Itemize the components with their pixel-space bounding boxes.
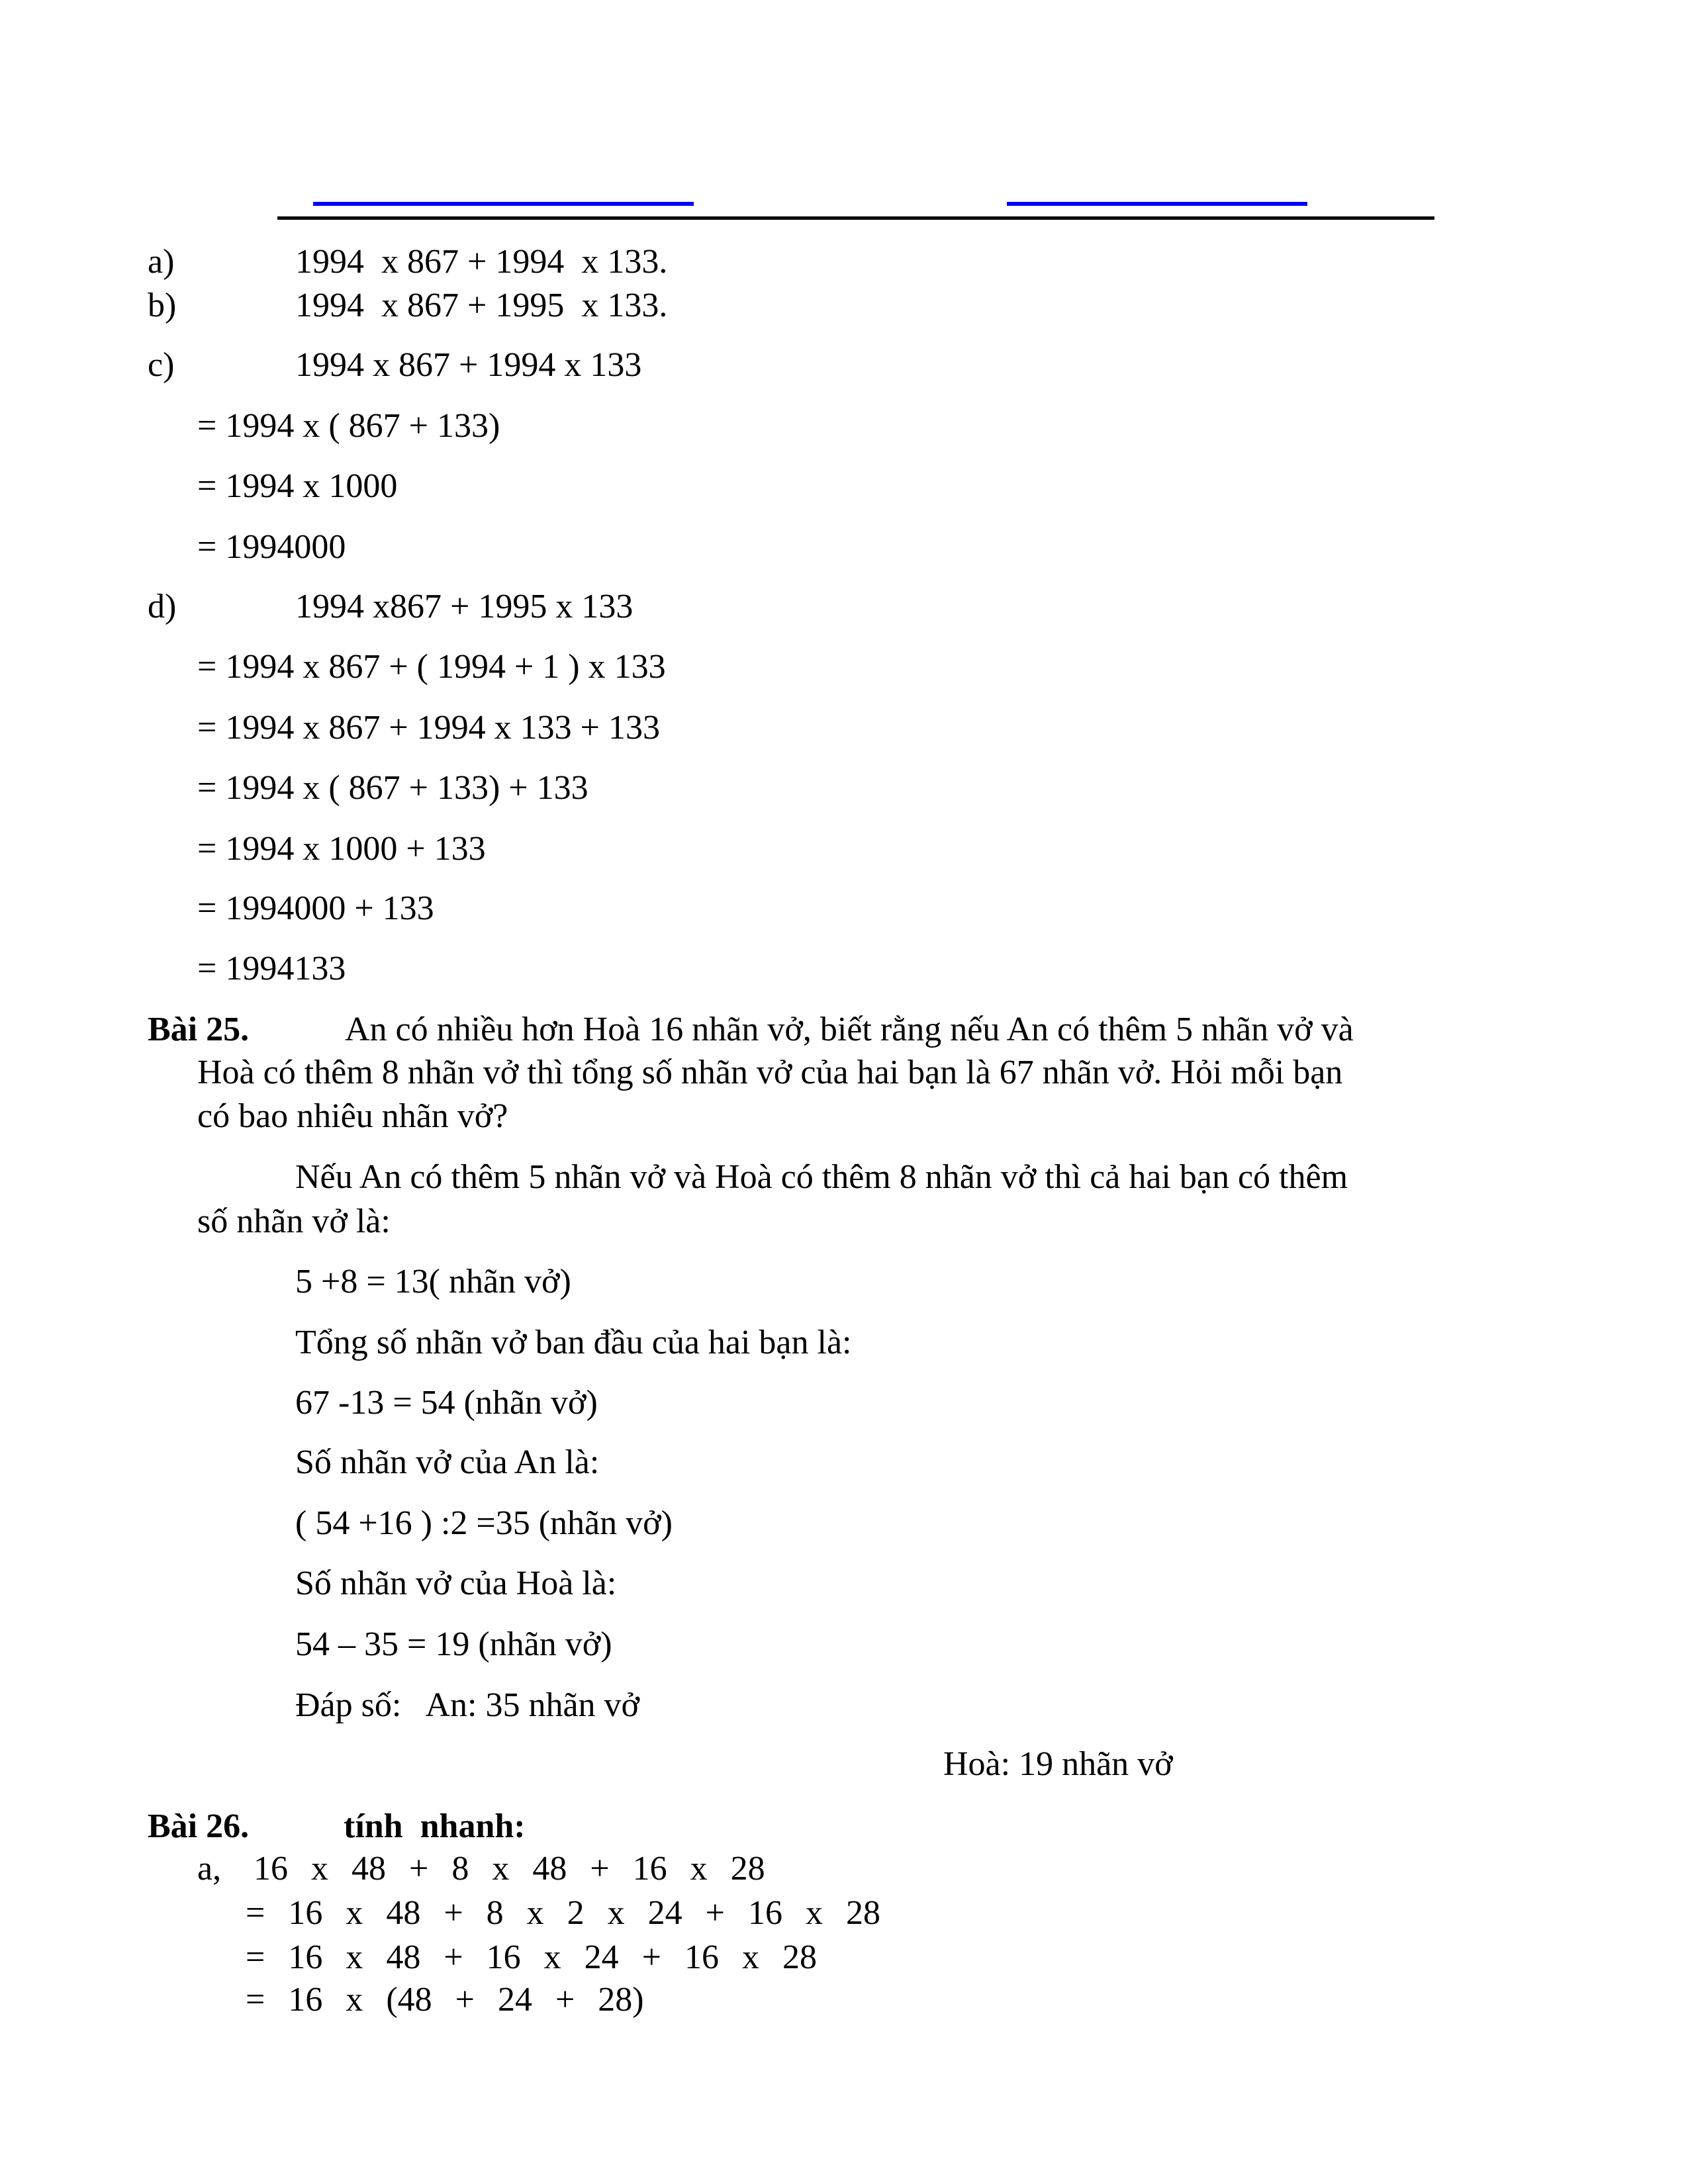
part-d-step: = 1994 x 867 + ( 1994 + 1 ) x 133 bbox=[197, 648, 666, 686]
bai25-solution-line: Số nhãn vở của An là: bbox=[295, 1443, 600, 1481]
part-d-step: = 1994 x 1000 + 133 bbox=[197, 830, 486, 868]
part-b-label: b) bbox=[148, 287, 177, 324]
bai25-solution-intro: Nếu An có thêm 5 nhãn vở và Hoà có thêm 8 nhãn vở thì cả hai bạn có thêm bbox=[295, 1158, 1348, 1196]
part-c-step: = 1994 x ( 867 + 133) bbox=[197, 407, 500, 445]
bai26-a-expression: 16 x 48 + 8 x 48 + 16 x 28 bbox=[254, 1850, 765, 1888]
part-d-step: = 1994133 bbox=[197, 950, 346, 987]
part-d-expression: 1994 x867 + 1995 x 133 bbox=[295, 588, 633, 625]
header-divider bbox=[277, 216, 1434, 220]
bai25-problem-line: An có nhiều hơn Hoà 16 nhãn vở, biết rằng nếu An có thêm 5 nhãn vở và bbox=[345, 1011, 1354, 1048]
bai26-a-step: = 16 x 48 + 16 x 24 + 16 x 28 bbox=[246, 1938, 817, 1976]
bai26-a-label: a, bbox=[197, 1850, 222, 1888]
bai25-answer-an: Đáp số: An: 35 nhãn vở bbox=[295, 1686, 640, 1724]
part-d-step: = 1994000 + 133 bbox=[197, 889, 434, 927]
bai25-solution-line: ( 54 +16 ) :2 =35 (nhãn vở) bbox=[295, 1504, 673, 1542]
bai25-solution-line: 5 +8 = 13( nhãn vở) bbox=[295, 1263, 571, 1300]
bai26-a-step: = 16 x 48 + 8 x 2 x 24 + 16 x 28 bbox=[246, 1894, 880, 1932]
bai25-solution-intro: số nhãn vở là: bbox=[197, 1203, 391, 1240]
part-d-label: d) bbox=[148, 588, 177, 625]
bai25-solution-line: Số nhãn vở của Hoà là: bbox=[295, 1565, 617, 1602]
part-c-step: = 1994 x 1000 bbox=[197, 467, 398, 505]
part-c-label: c) bbox=[148, 346, 175, 384]
bai25-answer-hoa: Hoà: 19 nhãn vở bbox=[943, 1745, 1173, 1783]
bai26-a-step: = 16 x (48 + 24 + 28) bbox=[246, 1981, 644, 2019]
bai25-solution-line: Tổng số nhãn vở ban đầu của hai bạn là: bbox=[295, 1324, 852, 1361]
bai25-title: Bài 25. bbox=[148, 1011, 250, 1048]
header-link-left[interactable] bbox=[313, 202, 694, 206]
bai25-solution-line: 54 – 35 = 19 (nhãn vở) bbox=[295, 1625, 612, 1663]
part-c-step: = 1994000 bbox=[197, 528, 346, 566]
part-a-expression: 1994 x 867 + 1994 x 133. bbox=[295, 243, 668, 281]
bai25-solution-line: 67 -13 = 54 (nhãn vở) bbox=[295, 1384, 598, 1422]
bai25-problem-line: Hoà có thêm 8 nhãn vở thì tổng số nhãn vở của hai bạn là 67 nhãn vở. Hỏi mỗi bạn bbox=[197, 1054, 1343, 1091]
part-a-label: a) bbox=[148, 243, 175, 281]
bai25-problem-line: có bao nhiêu nhãn vở? bbox=[197, 1097, 508, 1135]
part-d-step: = 1994 x ( 867 + 133) + 133 bbox=[197, 769, 588, 807]
bai26-subtitle: tính nhanh: bbox=[344, 1807, 526, 1845]
part-d-step: = 1994 x 867 + 1994 x 133 + 133 bbox=[197, 709, 660, 747]
part-b-expression: 1994 x 867 + 1995 x 133. bbox=[295, 287, 668, 324]
header-link-right[interactable] bbox=[1007, 202, 1307, 206]
part-c-expression: 1994 x 867 + 1994 x 133 bbox=[295, 346, 642, 384]
bai26-title: Bài 26. bbox=[148, 1807, 250, 1845]
